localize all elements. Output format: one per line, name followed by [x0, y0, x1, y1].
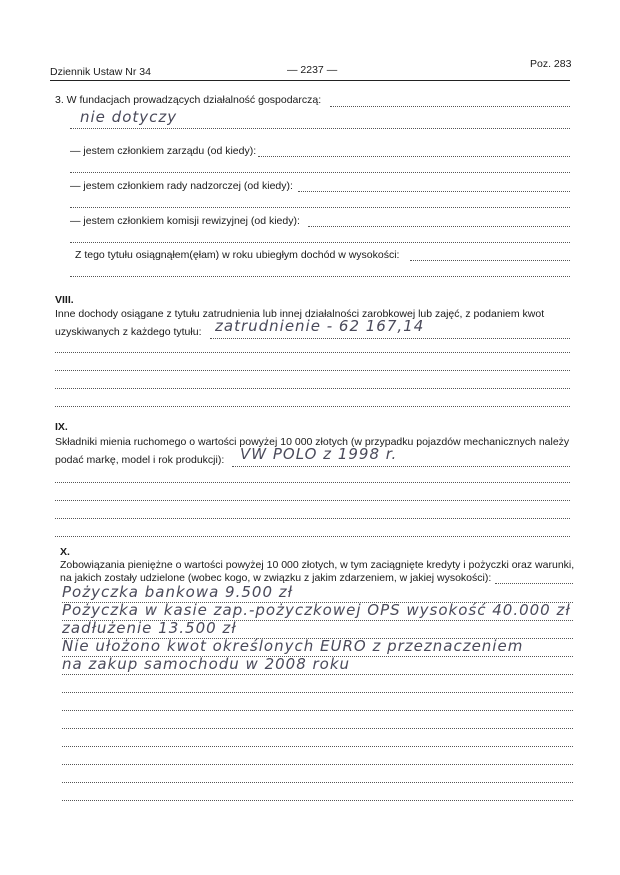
rule [330, 106, 570, 107]
rule [298, 191, 570, 192]
rule [62, 782, 573, 783]
rule [55, 518, 570, 519]
position-number: Poz. 283 [530, 58, 572, 70]
section9-line1: Składniki mienia ruchomego o wartości powyżej 10 000 złotych (w przypadku pojazdów mechanicznych należy [55, 436, 570, 448]
rule [55, 482, 570, 483]
rule [55, 500, 570, 501]
section8-number: VIII. [55, 294, 74, 306]
rule [70, 207, 570, 208]
page-number: — 2237 — [287, 64, 338, 76]
section10-answer-3: zadłużenie 13.500 zł [62, 619, 237, 637]
header-rule [50, 80, 570, 81]
rule [232, 466, 570, 467]
rule [70, 276, 570, 277]
rule [62, 674, 573, 675]
rule [55, 536, 570, 537]
rule [62, 692, 573, 693]
rule [210, 338, 570, 339]
section10-line2: na jakich zostały udzielone (wobec kogo, w związku z jakim zdarzeniem, w jakiej wysokości): [60, 572, 492, 584]
rule [62, 800, 573, 801]
journal-name: Dziennik Ustaw Nr 34 [50, 66, 151, 78]
rule [70, 128, 570, 129]
section10-answer-4: Nie ułożono kwot określonych EURO z przeznaczeniem [62, 637, 524, 655]
rule [62, 710, 573, 711]
rule [55, 388, 570, 389]
section8-line2: uzyskiwanych z każdego tytułu: [55, 326, 202, 338]
rule [308, 226, 570, 227]
rule [70, 242, 570, 243]
section3-supervisory: — jestem członkiem rady nadzorczej (od kiedy): [70, 180, 293, 192]
section3-income: Z tego tytułu osiągnąłem(ęłam) w roku ubiegłym dochód w wysokości: [75, 249, 400, 261]
section8-answer: zatrudnienie - 62 167,14 [215, 317, 425, 335]
rule [495, 583, 573, 584]
section3-board: — jestem członkiem zarządu (od kiedy): [70, 145, 257, 157]
section9-line2: podać markę, model i rok produkcji): [55, 454, 225, 466]
section9-number: IX. [55, 421, 68, 433]
section9-answer: VW POLO z 1998 r. [240, 445, 398, 463]
section3-audit: — jestem członkiem komisji rewizyjnej (od kiedy): [70, 215, 300, 227]
section3-title: 3. W fundacjach prowadzących działalność gospodarczą: [55, 94, 322, 106]
section3-answer: nie dotyczy [80, 108, 178, 126]
rule [410, 260, 570, 261]
section10-answer-1: Pożyczka bankowa 9.500 zł [62, 583, 293, 601]
section10-number: X. [60, 546, 70, 558]
rule [55, 352, 570, 353]
rule [55, 406, 570, 407]
section10-answer-2: Pożyczka w kasie zap.-pożyczkowej OPS wysokość 40.000 zł [62, 601, 571, 619]
rule [62, 764, 573, 765]
rule [62, 728, 573, 729]
rule [55, 370, 570, 371]
section10-line1: Zobowiązania pieniężne o wartości powyżej 10 000 złotych, w tym zaciągnięte kredyty i pożyczki oraz warunki, [60, 559, 575, 571]
section10-answer-5: na zakup samochodu w 2008 roku [62, 655, 351, 673]
rule [62, 746, 573, 747]
rule [70, 172, 570, 173]
section8-line1: Inne dochody osiągane z tytułu zatrudnienia lub innej działalności zarobkowej lub zajęć, z podaniem kwot [55, 308, 545, 320]
rule [258, 156, 570, 157]
